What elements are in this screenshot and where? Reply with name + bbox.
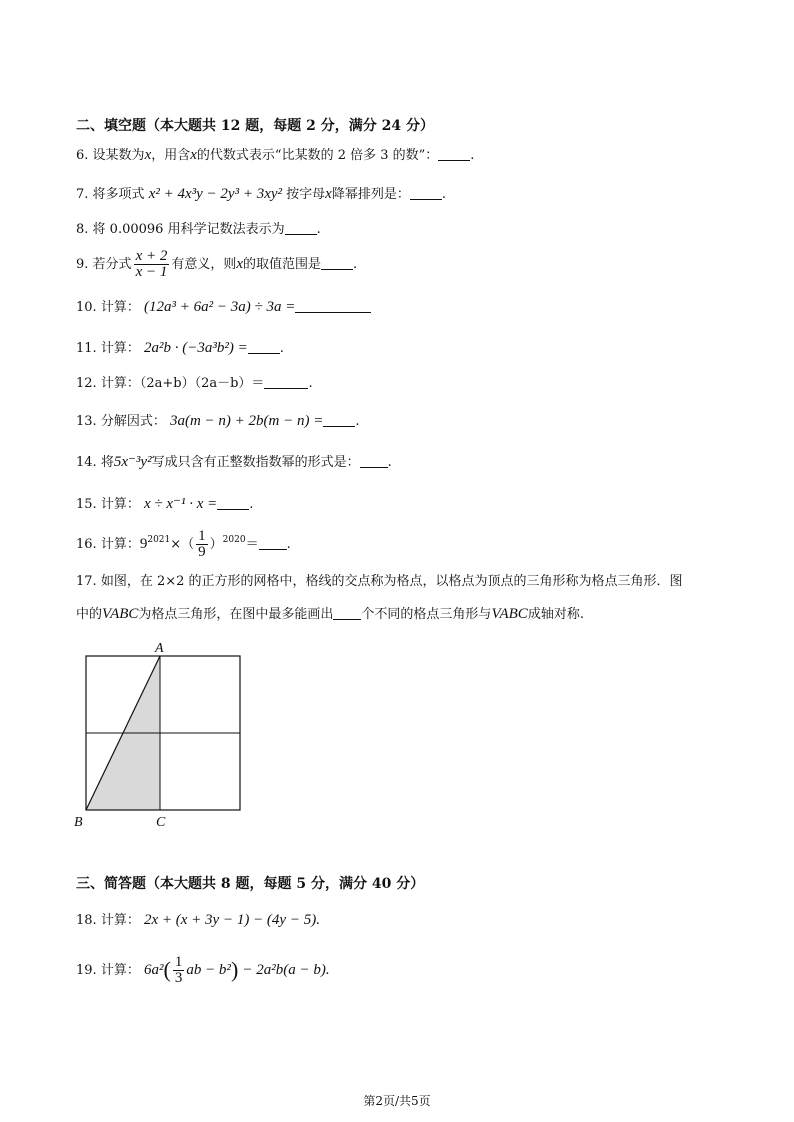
question-number: 17. [76, 574, 97, 589]
question-text: 中的 [76, 607, 103, 622]
question-13 [76, 411, 360, 432]
bracket: ） [209, 537, 223, 552]
answer-blank[interactable] [217, 497, 249, 510]
exponent: 2020 [222, 535, 246, 545]
page-footer: 第2页/共5页 [363, 1094, 431, 1108]
math-expression: 6a² [143, 962, 164, 978]
question-number: 10. [76, 300, 97, 315]
question-label: 计算： [100, 497, 140, 512]
fraction-denominator: 3 [174, 970, 183, 986]
answer-blank[interactable] [438, 148, 470, 161]
fraction-numerator: x + 2 [135, 248, 168, 264]
question-6 [76, 145, 474, 166]
answer-blank[interactable] [295, 300, 371, 313]
fraction [173, 955, 185, 986]
question-9 [76, 248, 357, 281]
period: . [308, 376, 313, 391]
question-17-line-2 [76, 604, 584, 625]
math-expression: 2a²b · (−3a³b²) = [143, 340, 248, 356]
question-text: 的代数式表示“比某数的 2 倍多 3 的数”： [196, 148, 439, 163]
period: . [441, 187, 446, 202]
question-text: 成轴对称. [527, 607, 584, 622]
answer-blank[interactable] [264, 376, 308, 389]
variable: x [190, 147, 197, 163]
math-expression: x ÷ x⁻¹ · x = [143, 496, 218, 512]
answer-blank[interactable] [248, 341, 280, 354]
math-expression: 5x⁻³y² [113, 454, 152, 470]
question-label: 计算： [100, 537, 140, 552]
question-label: 分解因式： [100, 414, 166, 429]
answer-blank[interactable] [285, 222, 317, 235]
answer-blank[interactable] [333, 607, 361, 620]
period: . [279, 341, 284, 356]
question-number: 8. [76, 222, 89, 237]
question-number: 12. [76, 376, 97, 391]
section-title-fill-in: 二、填空题（本大题共 12 题，每题 2 分，满分 24 分） [76, 118, 434, 134]
vertex-label-b: B [74, 815, 83, 830]
period: . [355, 414, 360, 429]
question-14 [76, 452, 392, 473]
question-label: 计算： [100, 913, 140, 928]
question-11 [76, 338, 284, 359]
question-label: 计算： [100, 341, 140, 356]
question-text: ，用含 [151, 148, 191, 163]
question-number: 14. [76, 455, 97, 470]
math-expression: 3a(m − n) + 2b(m − n) = [169, 413, 324, 429]
question-text: 将多项式 [92, 187, 145, 202]
vertex-label-a: A [155, 641, 164, 656]
question-number: 16. [76, 537, 97, 552]
question-17-line-1 [76, 572, 683, 592]
answer-blank[interactable] [410, 187, 442, 200]
question-19 [76, 952, 330, 989]
question-number: 18. [76, 913, 97, 928]
period: . [286, 537, 291, 552]
variable: x [236, 256, 244, 272]
equals-sign: ＝ [245, 537, 259, 552]
math-expression: （2a+b）（2a－b）＝ [139, 376, 265, 391]
answer-blank[interactable] [321, 257, 353, 270]
question-text: 若分式 [92, 257, 132, 272]
question-text: 如图，在 2×2 的正方形的网格中，格线的交点称为格点，以格点为顶点的三角形称为格点三角形．图 [100, 574, 683, 589]
fraction-numerator: 1 [198, 528, 206, 544]
answer-blank[interactable] [323, 414, 355, 427]
question-16 [76, 528, 291, 561]
fraction-numerator: 1 [174, 954, 183, 970]
question-text: 将 0.00096 用科学记数法表示为 [92, 222, 285, 237]
question-number: 15. [76, 497, 97, 512]
math-expression: − 2a²b(a − b). [242, 962, 330, 978]
section-title-short-answer: 三、简答题（本大题共 8 题，每题 5 分，满分 40 分） [76, 876, 425, 892]
period: . [316, 222, 321, 237]
question-8 [76, 220, 321, 240]
period: . [249, 497, 254, 512]
fraction-denominator: 9 [198, 544, 206, 560]
question-number: 19. [76, 963, 97, 978]
question-text: 写成只含有正整数指数幂的形式是： [151, 455, 360, 470]
question-text: 降幂排列是： [331, 187, 410, 202]
question-text: 按字母 [286, 187, 326, 202]
close-paren: ) [230, 957, 239, 982]
period: . [470, 148, 475, 163]
question-text: 的取值范围是 [243, 257, 322, 272]
answer-blank[interactable] [259, 537, 287, 550]
question-text: 设某数为 [92, 148, 145, 163]
math-expression: ab − b² [186, 962, 231, 978]
open-paren: ( [163, 957, 171, 982]
fraction [196, 529, 208, 560]
period: . [353, 257, 358, 272]
question-18 [76, 910, 320, 931]
question-text: 为格点三角形，在图中最多能画出 [138, 607, 334, 622]
question-label: 计算： [100, 300, 140, 315]
math-expression: 2x + (x + 3y − 1) − (4y − 5). [143, 912, 320, 928]
vertex-label-c: C [156, 815, 166, 830]
question-number: 7. [76, 187, 89, 202]
operator: ×（ [170, 537, 195, 552]
grid-figure [70, 636, 250, 831]
question-text: 将 [100, 455, 114, 470]
power-base: 9 [139, 536, 148, 552]
question-text: 有意义，则 [171, 257, 237, 272]
triangle-name: VABC [102, 606, 139, 622]
answer-blank[interactable] [360, 455, 388, 468]
polynomial-expression: x² + 4x³y − 2y³ + 3xy² [148, 186, 283, 202]
variable: x [325, 186, 332, 202]
exponent: 2021 [147, 535, 171, 545]
question-10 [76, 297, 371, 318]
question-text: 个不同的格点三角形与 [361, 607, 492, 622]
math-expression: (12a³ + 6a² − 3a) ÷ 3a = [143, 299, 296, 315]
question-number: 9. [76, 257, 89, 272]
question-number: 6. [76, 148, 89, 163]
triangle-name: VABC [491, 606, 528, 622]
question-number: 13. [76, 414, 97, 429]
question-label: 计算： [100, 376, 140, 391]
fraction [134, 249, 170, 280]
question-label: 计算： [100, 963, 140, 978]
question-number: 11. [76, 341, 97, 356]
question-12 [76, 374, 313, 394]
question-7 [76, 184, 446, 205]
variable: x [144, 147, 152, 163]
fraction-denominator: x − 1 [135, 264, 168, 280]
period: . [387, 455, 392, 470]
question-15 [76, 494, 253, 515]
